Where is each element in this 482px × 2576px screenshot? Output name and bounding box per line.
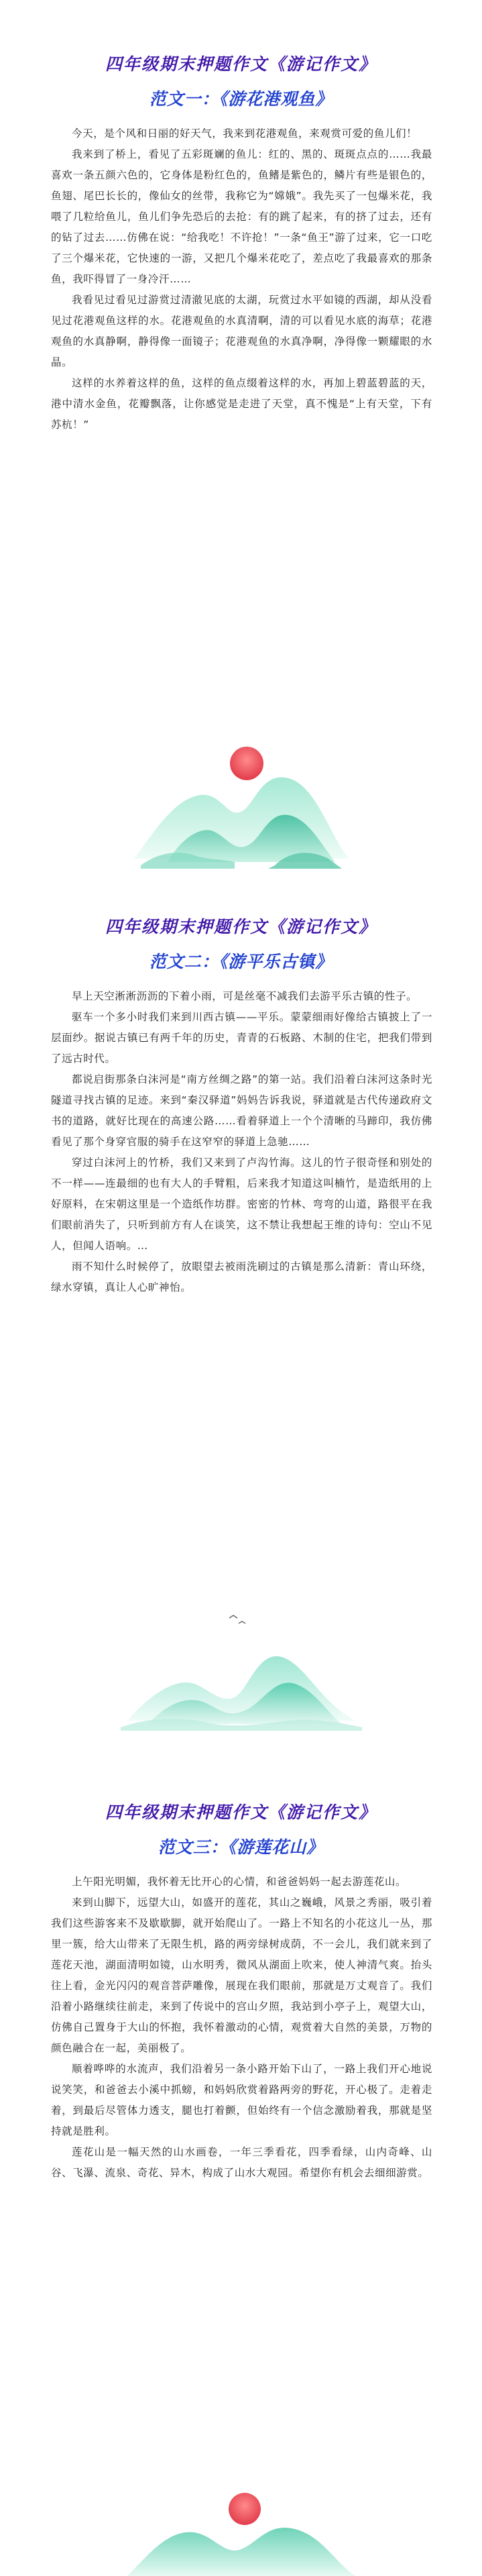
paragraph: 驱车一个多小时我们来到川西古镇——平乐。蒙蒙细雨好像给古镇披上了一层面纱。据说古镇已有两千年的历史，青青的石板路、木制的住宅，把我们带到了远古时代。	[51, 1011, 432, 1065]
mountain-sun-illustration	[127, 731, 355, 872]
essay-section-2	[0, 912, 482, 1298]
bird-icon	[239, 1621, 245, 1623]
sun-icon	[230, 747, 263, 780]
mountain-birds-illustration	[121, 1603, 362, 1731]
essay-section-1	[0, 50, 482, 435]
paragraph: 我看见过看见过游赏过清澈见底的太湖，玩赏过水平如镜的西湖，却从没看见过花港观鱼这样的水。花港观鱼的水真清啊，清的可以看见水底的海草；花港观鱼的水真静啊，静得像一面镜子；花港观鱼的水真净啊，净得像一颗耀眼的水晶。	[51, 294, 432, 368]
paragraph: 莲花山是一幅天然的山水画卷，一年三季看花，四季看绿，山内奇峰、山谷、飞瀑、流泉、奇花、异木，构成了山水大观园。希望你有机会去细细游赏。	[51, 2146, 432, 2179]
section-heading: 四年级期末押题作文《游记作文》	[105, 917, 377, 936]
paragraph: 穿过白沫河上的竹桥，我们又来到了卢沟竹海。这儿的竹子很奇怪和别处的不一样——连最细的也有大人的手臂粗，后来我才知道这叫楠竹，是造纸用的上好原料，在宋朝这里是一个造纸作坊群。密密的竹林、弯弯的山道，路很平在我们眼前消失了，只听到前方有人在谈笑，这不禁让我想起王维的诗句：空山不见人，但闻人语响。…	[51, 1157, 432, 1252]
paragraph: 来到山脚下，远望大山，如盛开的莲花，其山之巍峨，风景之秀丽，吸引着我们这些游客来不及歇歇脚，就开始爬山了。一路上不知名的小花这儿一丛，那里一簇，给大山带来了无限生机，路的两旁绿树成荫，不一会儿，我们就来到了莲花天池，湖面清明如镜，山水明秀，微风从湖面上吹来，使人神清气爽。抬头往上看，金光闪闪的观音菩萨雕像，展现在我们眼前，那就是万丈观音了。我们沿着小路继续往前走，来到了传说中的宫山夕照，我站到小亭子上，观望大山，仿佛自己置身于大山的怀抱，我怀着激动的心情，观赏着大自然的美景，万物的颜色融合在一起，美丽极了。	[51, 1896, 432, 2054]
mountain-sun-illustration-bottom	[127, 2475, 355, 2576]
section-heading: 四年级期末押题作文《游记作文》	[105, 54, 377, 74]
essay-title: 范文三：《游莲花山》	[158, 1837, 324, 1857]
paragraph: 雨不知什么时候停了，放眼望去被雨洗刷过的古镇是那么清新：青山环绕，绿水穿镇，真让人心旷神怡。	[51, 1260, 432, 1293]
sun-icon	[229, 2493, 261, 2525]
paragraph: 今天，是个风和日丽的好天气，我来到花港观鱼，来观赏可爱的鱼儿们！	[72, 127, 418, 140]
essay-title: 范文二：《游平乐古镇》	[149, 952, 333, 971]
essay-section-3	[0, 1798, 482, 2184]
paragraph: 上午阳光明媚，我怀着无比开心的心情，和爸爸妈妈一起去游莲花山。	[72, 1876, 407, 1888]
paragraph: 早上天空淅淅沥沥的下着小雨，可是丝毫不减我们去游平乐古镇的性子。	[72, 990, 418, 1002]
paragraph: 这样的水养着这样的鱼，这样的鱼点缀着这样的水，再加上碧蓝碧蓝的天，港中清水金鱼，花瓣飘落，让你感觉是走进了天堂，真不愧是“上有天堂，下有苏杭！”	[51, 377, 432, 431]
paragraph: 顺着哗哗的水流声，我们沿着另一条小路开始下山了，一路上我们开心地说说笑笑，和爸爸去小溪中抓螃，和妈妈欣赏着路两旁的野花，开心极了。走着走着，到最后尽管体力透支，腿也打着颤，但始终有一个信念激励着我，那就是坚持就是胜利。	[51, 2063, 432, 2137]
paragraph: 我来到了桥上，看见了五彩斑斓的鱼儿：红的、黑的、斑斑点点的……我最喜欢一条五颜六色的，它身体是粉红色的，鱼鳍是紫色的，鳞片有些是银色的，鱼翅、尾巴长长的，像仙女的丝带，我称它为“嫦娥”。我先买了一包爆米花，我喂了几粒给鱼儿，鱼儿们争先恐后的去抢：有的跳了起来，有的挤了过去，还有的钻了过去……仿佛在说：“给我吃！不许抢！”一条“鱼王”游了过来，它一口吃了三个爆米花，它快速的一游，又把几个爆米花吃了，差点吃了我最喜欢的那条鱼，我吓得冒了一身冷汗……	[51, 148, 432, 285]
essay-body	[51, 1872, 432, 2184]
essay-body	[51, 986, 432, 1298]
essay-title: 范文一：《游花港观鱼》	[149, 89, 333, 109]
bird-icon	[229, 1615, 237, 1618]
essay-body	[51, 123, 432, 435]
section-heading: 四年级期末押题作文《游记作文》	[105, 1803, 377, 1822]
paragraph: 都说启街那条白沫河是“南方丝绸之路”的第一站。我们沿着白沫河这条时光隧道寻找古镇的足迹。来到“秦汉驿道”妈妈告诉我说，驿道就是古代传递政府文书的道路，就好比现在的高速公路……看着驿道上一个个清晰的马蹄印，我仿佛看见了那个身穿官服的骑手在这窄窄的驿道上急驰……	[51, 1073, 432, 1148]
